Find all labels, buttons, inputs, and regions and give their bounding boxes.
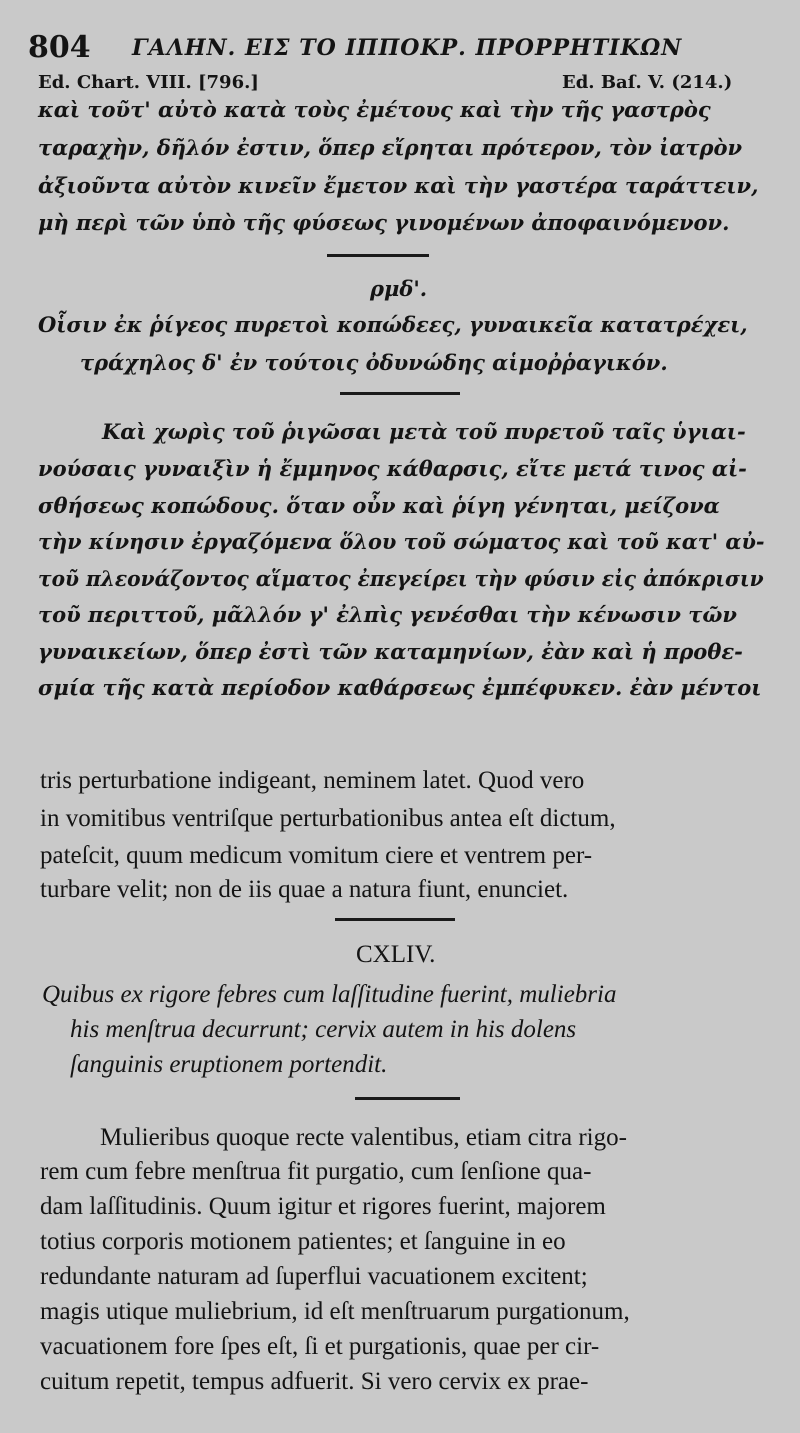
greek-commentary-line: σμία τῆς κατὰ περίοδον καθάρσεως ἐμπέφυκεν. ἐὰν μέντοι (38, 675, 762, 700)
section-divider (327, 254, 429, 257)
latin-line: pateſcit, quum medicum vomitum ciere et ventrem per- (40, 842, 593, 869)
greek-commentary-line: τὴν κίνησιν ἐργαζόμενα ὅλου τοῦ σώματος καὶ τοῦ κατ' αὐ- (38, 529, 765, 554)
latin-aphorism-line: his menſtrua decurrunt; cervix autem in his dolens (70, 1016, 577, 1043)
page-number: 804 (28, 30, 91, 65)
greek-commentary-line: νούσαις γυναιξὶν ἡ ἔμμηνος κάθαρσις, εἴτε μετά τινος αἰ- (38, 456, 747, 481)
greek-aphorism-line: Οἷσιν ἐκ ῥίγεος πυρετοὶ κοπώδεες, γυναικεῖα κατατρέχει, (38, 312, 748, 337)
greek-line: καὶ τοῦτ' αὐτὸ κατὰ τοὺς ἐμέτους καὶ τὴν τῆς γαστρὸς (38, 97, 711, 122)
greek-commentary-line: τοῦ περιττοῦ, μᾶλλόν γ' ἐλπὶς γενέσθαι τὴν κένωσιν τῶν (38, 602, 737, 627)
latin-commentary-line: totius corporis motionem patientes; et ſanguine in eo (40, 1228, 566, 1255)
greek-commentary-line: τοῦ πλεονάζοντος αἵματος ἐπεγείρει τὴν φύσιν εἰς ἀπόκρισιν (38, 566, 764, 591)
latin-commentary-line: dam laſſitudinis. Quum igitur et rigores fuerint, majorem (40, 1193, 606, 1220)
greek-line: μὴ περὶ τῶν ὑπὸ τῆς φύσεως γινομένων ἀποφαινόμενον. (38, 210, 730, 235)
section-divider (355, 1097, 460, 1100)
latin-aphorism-line: ſanguinis eruptionem portendit. (70, 1051, 388, 1078)
latin-commentary-line: cuitum repetit, tempus adfuerit. Si vero cervix ex prae- (40, 1368, 589, 1395)
section-divider (335, 918, 455, 921)
latin-line: in vomitibus ventriſque perturbationibus antea eſt dictum, (40, 805, 616, 832)
greek-aphorism-line: τράχηλος δ' ἐν τούτοις ὀδυνώδης αἱμοῤῥαγικόν. (80, 350, 668, 375)
greek-commentary-line: σθήσεως κοπώδους. ὅταν οὖν καὶ ῥίγη γένηται, μείζονα (38, 493, 720, 518)
edition-reference-basel: Ed. Baſ. V. (214.) (562, 72, 733, 93)
greek-line: ἀξιοῦντα αὐτὸν κινεῖν ἔμετον καὶ τὴν γαστέρα ταράττειν, (38, 173, 759, 198)
latin-line: turbare velit; non de iis quae a natura fiunt, enunciet. (40, 876, 569, 903)
latin-commentary-line: vacuationem fore ſpes eſt, ſi et purgationis, quae per cir- (40, 1333, 600, 1360)
latin-line: tris perturbatione indigeant, neminem latet. Quod vero (40, 767, 585, 794)
greek-commentary-line: γυναικείων, ὅπερ ἐστὶ τῶν καταμηνίων, ἐὰν καὶ ἡ προθε- (38, 639, 743, 664)
running-title: ΓΑΛΗΝ. ΕΙΣ ΤΟ ΙΠΠΟΚΡ. ΠΡΟΡΡΗΤΙΚΩΝ (132, 35, 683, 61)
latin-commentary-line: Mulieribus quoque recte valentibus, etiam citra rigo- (100, 1124, 627, 1151)
latin-commentary-line: redundante naturam ad ſuperflui vacuationem excitent; (40, 1263, 588, 1290)
latin-commentary-line: magis utique muliebrium, id eſt menſtruarum purgationum, (40, 1298, 630, 1325)
edition-reference-chartier: Ed. Chart. VIII. [796.] (38, 72, 259, 93)
latin-commentary-line: rem cum febre menſtrua fit purgatio, cum ſenſione qua- (40, 1158, 592, 1185)
greek-section-number: ρμδ'. (370, 276, 428, 301)
latin-section-number: CXLIV. (356, 941, 436, 968)
greek-commentary-line: Καὶ χωρὶς τοῦ ῥιγῶσαι μετὰ τοῦ πυρετοῦ ταῖς ὑγιαι- (102, 419, 746, 444)
greek-line: ταραχὴν, δῆλόν ἐστιν, ὅπερ εἴρηται πρότερον, τὸν ἰατρὸν (38, 135, 743, 160)
latin-aphorism-line: Quibus ex rigore febres cum laſſitudine fuerint, muliebria (42, 981, 617, 1008)
section-divider (340, 392, 460, 395)
